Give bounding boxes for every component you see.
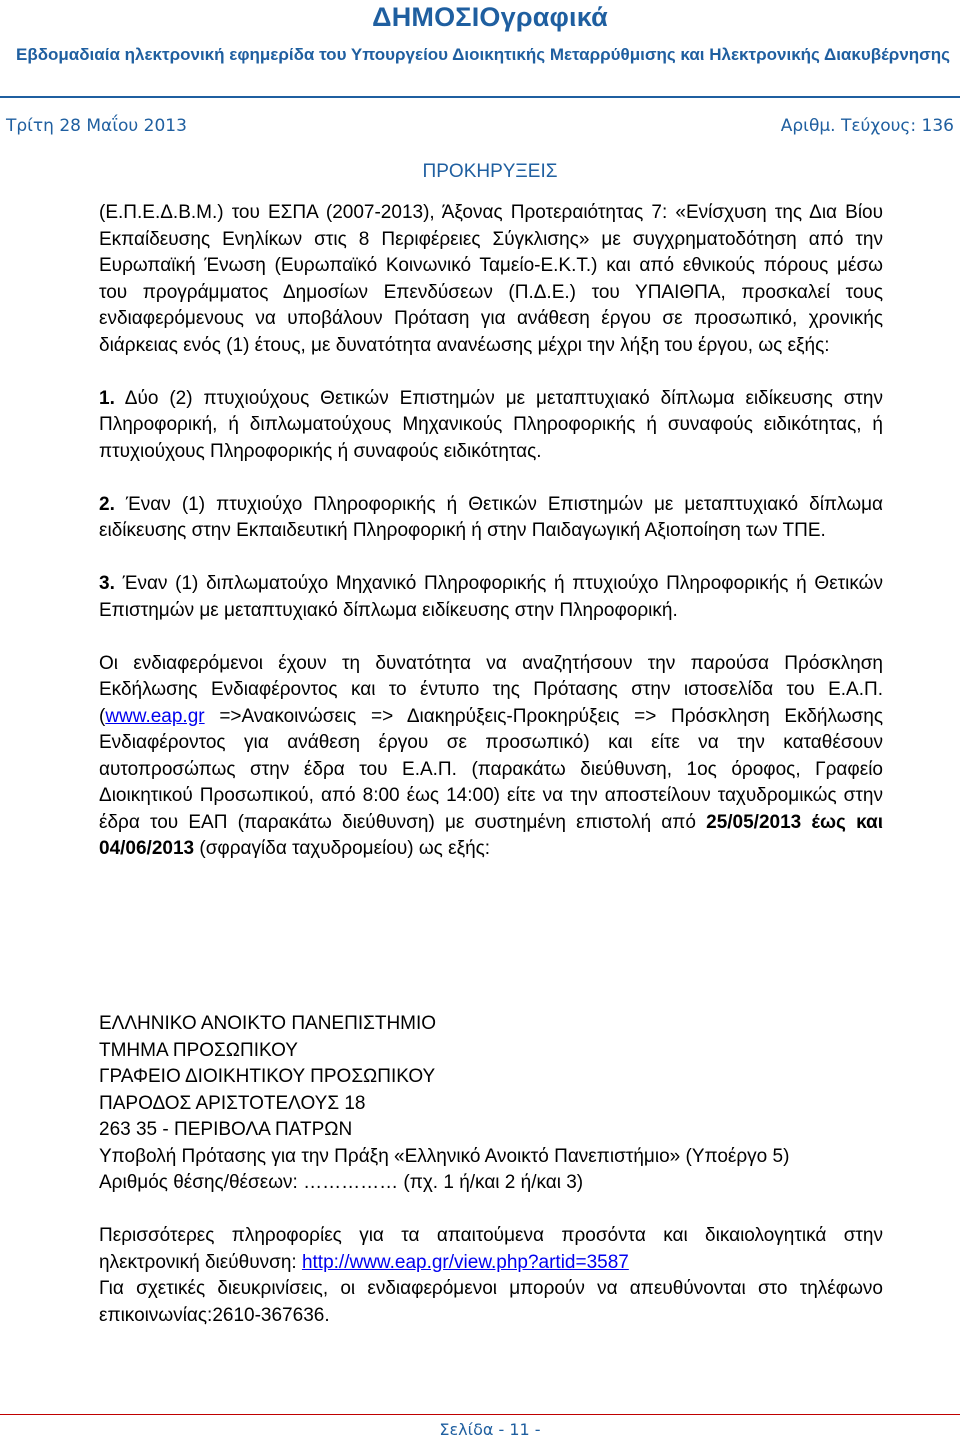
submission-text-1: Οι ενδιαφερόμενοι έχουν τη δυνατότητα να αναζητήσουν την παρούσα Πρόσκληση Εκδήλωσης Ενδιαφέροντος και το έντυπο της Πρότασης στην ιστοσελίδα του Ε.Α.Π. ( <box>99 652 883 727</box>
address-line: ΕΛΛΗΝΙΚΟ ΑΝΟΙΚΤΟ ΠΑΝΕΠΙΣΤΗΜΙΟ <box>99 1013 437 1034</box>
more-info-text: Περισσότερες πληροφορίες για τα απαιτούμενα προσόντα και δικαιολογητικά στην ηλεκτρονική διεύθυνση: <box>99 1225 883 1273</box>
submission-subject: Υποβολή Πρότασης για την Πράξη «Ελληνικό Ανοικτό Πανεπιστήμιο» (Υποέργο 5) <box>99 1145 790 1167</box>
intro-paragraph: (Ε.Π.Ε.Δ.Β.Μ.) του ΕΣΠΑ (2007-2013), Άξονας Προτεραιότητας 7: «Ενίσχυση της Δια Βίου Εκπαίδευσης Ενηλίκων στις 8 Περιφέρειες Σύγκλισης» με συγχρηματοδότηση από την Ευρωπαϊκή Ένωση (Ευρωπαϊκό Κοινωνικό Ταμείο-Ε.Κ.Τ.) και από εθνικούς πόρους μέσω του προγράμματος Δημοσίων Επενδύσεων (Π.Δ.Ε.) του ΥΠΑΙΘΠΑ, προσκαλεί τους ενδιαφερόμενους να υποβάλουν Πρόταση για ανάθεση έργου σε προσωπικό, χρονικής διάρκειας ενός (1) έτους, με δυνατότητα ανανέωσης μέχρι την λήξη του έργου, ως εξής: <box>99 202 883 356</box>
position-item-1 <box>99 386 883 466</box>
position-count-line: Αριθμός θέσης/θέσεων: …………… (πχ. 1 ή/και 2 ή/και 3) <box>99 1172 584 1193</box>
newspaper-subtitle: Εβδομαδιαία ηλεκτρονική εφημερίδα του Υπουργείου Διοικητικής Μεταρρύθμισης και Ηλεκτρονικής Διακυβέρνησης <box>15 45 951 64</box>
article-body <box>99 200 883 889</box>
position-item-2 <box>99 492 883 545</box>
issue-date: Τρίτη 28 Μαΐου 2013 <box>6 116 187 136</box>
postal-address <box>99 1011 883 1197</box>
submission-paragraph <box>99 651 883 863</box>
footer-divider <box>0 1414 960 1415</box>
issue-number: Αριθμ. Τεύχους: 136 <box>780 116 954 136</box>
address-line: ΠΑΡΟΔΟΣ ΑΡΙΣΤΟΤΕΛΟΥΣ 18 <box>99 1092 366 1114</box>
position-item-3 <box>99 571 883 624</box>
eap-website-link[interactable]: www.eap.gr <box>105 705 205 727</box>
position-number: 3. <box>99 573 115 594</box>
position-text: Έναν (1) πτυχιούχο Πληροφορικής ή Θετικών Επιστημών με μεταπτυχιακό δίπλωμα ειδίκευσης στην Εκπαιδευτική Πληροφορική ή στην Παιδαγωγική Αξιοποίηση των ΤΠΕ. <box>99 493 884 541</box>
page-number: Σελίδα - 11 - <box>439 1420 541 1439</box>
position-number: 2. <box>99 493 115 515</box>
position-number: 1. <box>99 387 115 409</box>
more-info-link[interactable]: http://www.eap.gr/view.php?artid=3587 <box>301 1251 629 1273</box>
section-title: ΠΡΟΚΗΡΥΞΕΙΣ <box>422 161 558 182</box>
address-line: 263 35 - ΠΕΡΙΒΟΛΑ ΠΑΤΡΩΝ <box>99 1119 353 1140</box>
contact-phone-text: Για σχετικές διευκρινίσεις, οι ενδιαφερόμενοι μπορούν να απευθύνονται στο τηλέφωνο επικοινωνίας:2610-367636. <box>99 1278 883 1326</box>
address-line: ΤΜΗΜΑ ΠΡΟΣΩΠΙΚΟΥ <box>99 1039 298 1061</box>
address-line: ΓΡΑΦΕΙΟ ΔΙΟΙΚΗΤΙΚΟΥ ΠΡΟΣΩΠΙΚΟΥ <box>99 1066 436 1087</box>
position-text: Έναν (1) διπλωματούχο Μηχανικό Πληροφορικής ή πτυχιούχο Πληροφορικής ή Θετικών Επιστημών με μεταπτυχιακό δίπλωμα ειδίκευσης στην Πληροφορική. <box>99 573 883 621</box>
address-block <box>99 1011 883 1356</box>
newspaper-title: ΔΗΜΟΣΙΟγραφικά <box>372 2 608 32</box>
submission-text-2: =>Ανακοινώσεις => Διακηρύξεις-Προκηρύξεις => Πρόσκληση Εκδήλωσης Ενδιαφέροντος για ανάθεση έργου σε προσωπικό) και είτε να την καταθέσουν αυτοπροσώπως στην έδρα του Ε.Α.Π. (παρακάτω διεύθυνση, 1ος όροφος, Γραφείο Διοικητικού Προσωπικού, από 8:00 έως 14:00) είτε να την αποστείλουν ταχυδρομικώς στην έδρα του ΕΑΠ (παρακάτω διεύθυνση) με συστημένη επιστολή από <box>99 705 883 833</box>
submission-text-3: (σφραγίδα ταχυδρομείου) ως εξής: <box>194 838 491 859</box>
submission-dates: 25/05/2013 έως και 04/06/2013 <box>99 811 883 859</box>
more-info-paragraph <box>99 1223 883 1329</box>
position-text: Δύο (2) πτυχιούχους Θετικών Επιστημών με μεταπτυχιακό δίπλωμα ειδίκευσης στην Πληροφορική, ή διπλωματούχους Μηχανικούς Πληροφορικής ή συναφούς ειδικότητας, ή πτυχιούχους Πληροφορικής ή συναφούς ειδικότητας. <box>99 387 883 462</box>
masthead-divider <box>0 96 960 98</box>
